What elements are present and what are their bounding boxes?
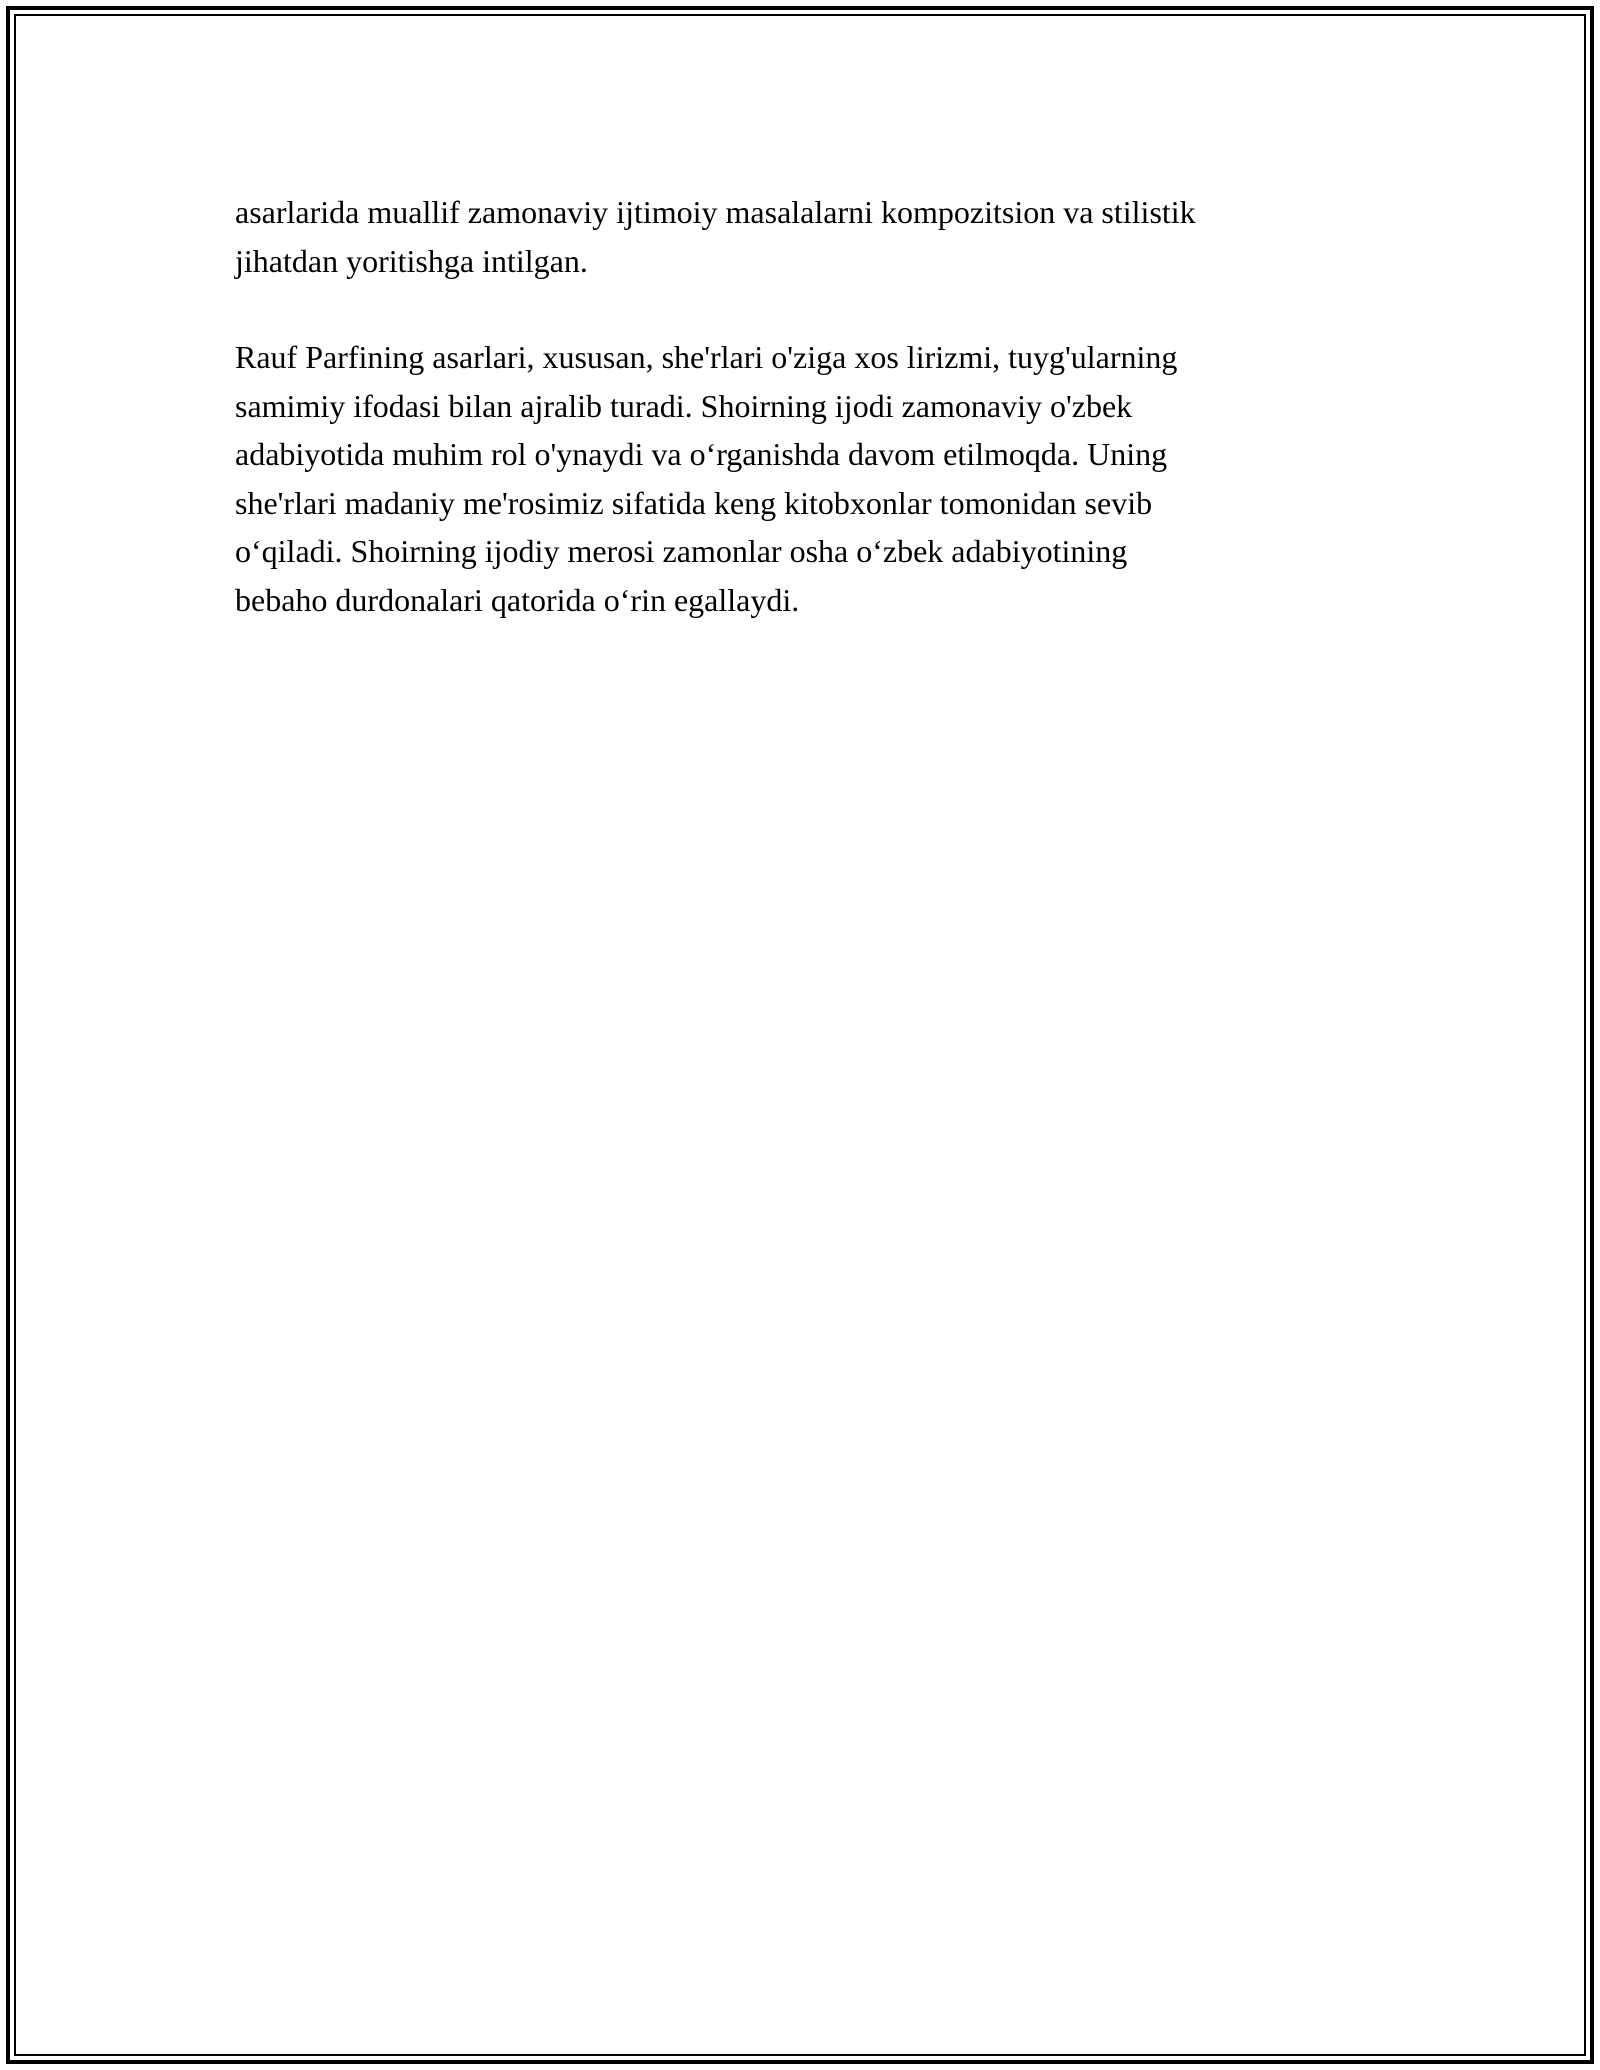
paragraph-continuation: asarlarida muallif zamonaviy ijtimoiy masalalarni kompozitsion va stilistik jihatdan yoritishga intilgan.: [235, 194, 1196, 279]
document-body: [235, 188, 1365, 672]
paragraph-rauf-parfi: Rauf Parfining asarlari, xususan, she'rlari o'ziga xos lirizmi, tuyg'ularning samimiy ifodasi bilan ajralib turadi. Shoirning ijodi zamonaviy o'zbek adabiyotida muhim rol o'ynaydi va o‘rganishda davom etilmoqda. Uning she'rlari madaniy me'rosimiz sifatida keng kitobxonlar tomonidan sevib o‘qiladi. Shoirning ijodiy merosi zamonlar osha o‘zbek adabiyotining bebaho durdonalari qatorida o‘rin egallaydi.: [235, 339, 1178, 618]
